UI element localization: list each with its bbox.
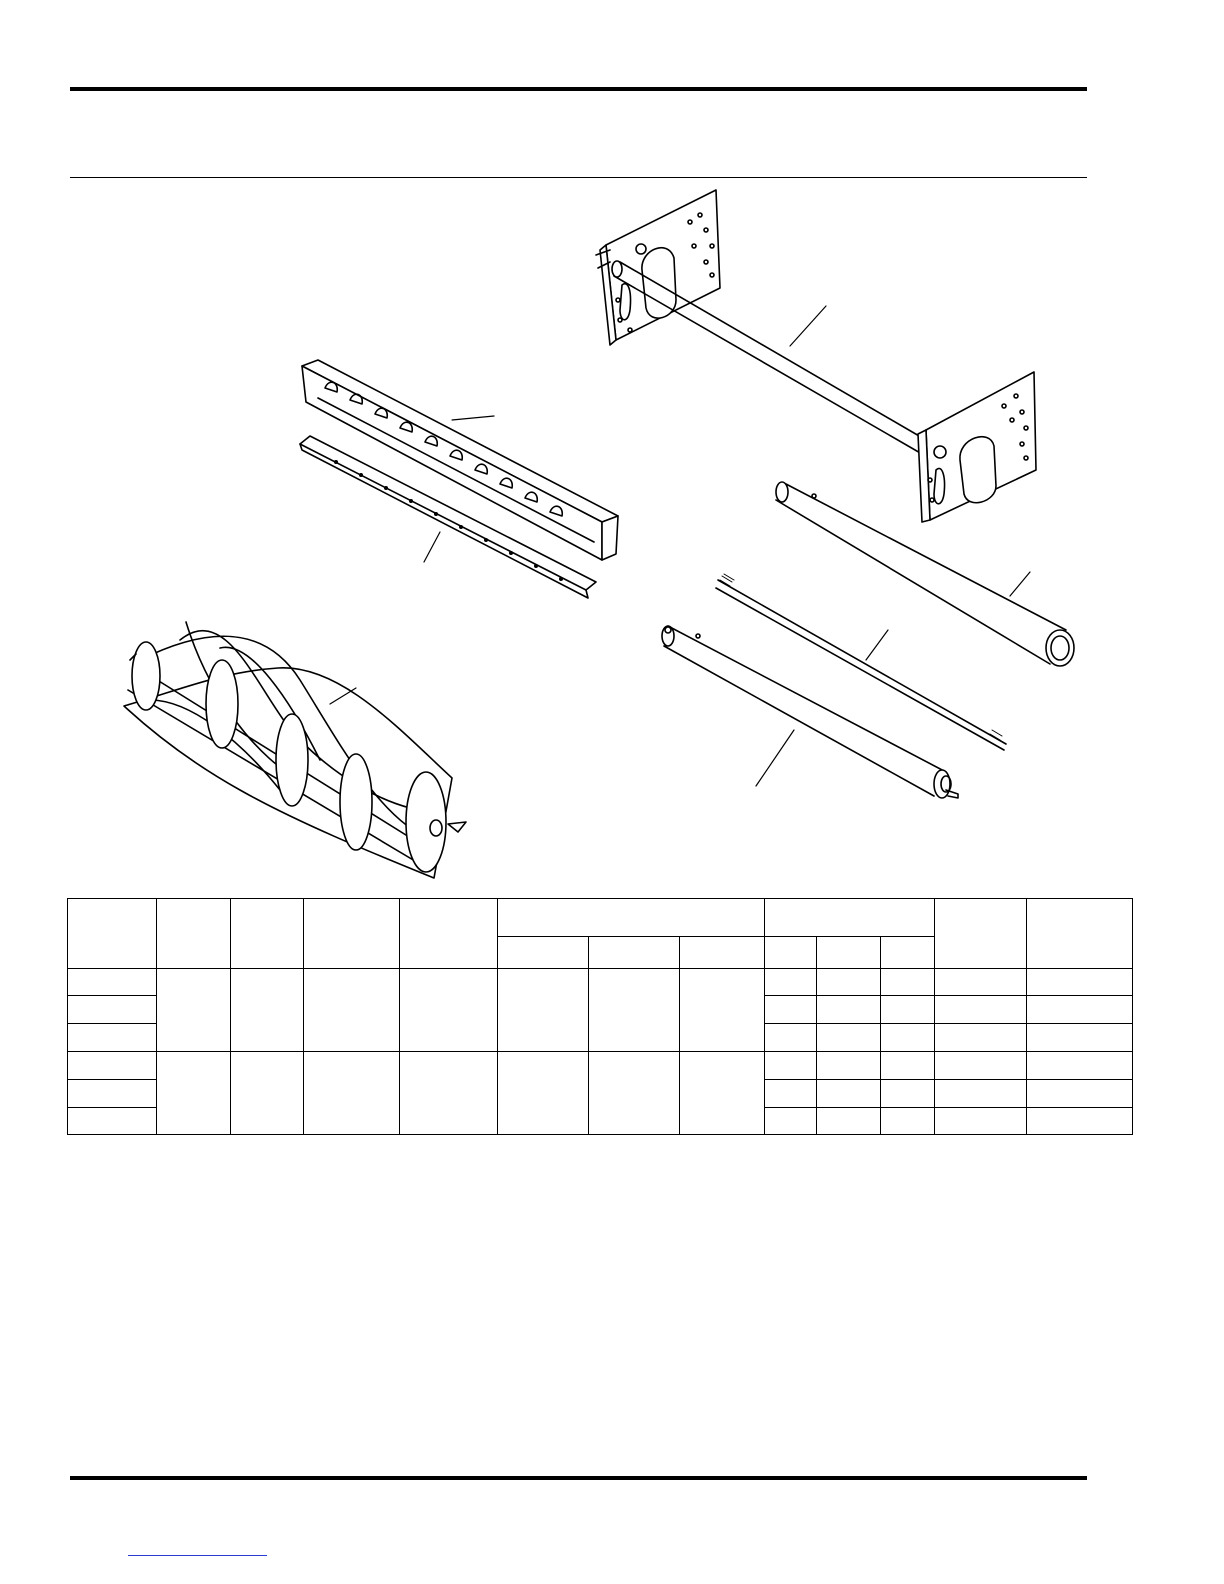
- table-cell: [935, 1108, 1027, 1135]
- table-cell: [498, 969, 589, 1052]
- table-cell: [680, 1052, 765, 1135]
- header-cell: [400, 899, 498, 969]
- table-row: [68, 1052, 1133, 1080]
- table-cell: [589, 969, 680, 1052]
- subheader-cell: [680, 937, 765, 969]
- table-cell: [881, 996, 935, 1024]
- table-cell: [935, 1080, 1027, 1108]
- header-cell: [1027, 899, 1133, 969]
- table-cell: [935, 996, 1027, 1024]
- table-cell: [765, 1024, 817, 1052]
- table-cell: [304, 969, 400, 1052]
- table-cell: [400, 969, 498, 1052]
- subheader-cell: [765, 937, 817, 969]
- table-cell: [1027, 1052, 1133, 1080]
- table-cell: [765, 1052, 817, 1080]
- header-cell: [231, 899, 304, 969]
- table-cell: [68, 1024, 157, 1052]
- table-cell: [1027, 1108, 1133, 1135]
- header-cell: [68, 899, 157, 969]
- table-cell: [817, 1108, 881, 1135]
- table-cell: [935, 1052, 1027, 1080]
- subheader-cell: [498, 937, 589, 969]
- table-cell: [498, 1052, 589, 1135]
- table-cell: [765, 969, 817, 996]
- table-cell: [157, 1052, 231, 1135]
- table-cell: [765, 1108, 817, 1135]
- spec-table: [67, 898, 1133, 1135]
- side-plate-frame-assembly: [596, 190, 1036, 522]
- table-cell: [765, 996, 817, 1024]
- table-cell: [231, 1052, 304, 1135]
- table-cell: [935, 969, 1027, 996]
- subheader-cell: [881, 937, 935, 969]
- table-cell: [817, 1024, 881, 1052]
- table-cell: [881, 1052, 935, 1080]
- table-cell: [817, 996, 881, 1024]
- table-cell: [400, 1052, 498, 1135]
- table-cell: [881, 1108, 935, 1135]
- table-cell: [765, 1080, 817, 1108]
- header-cell: [157, 899, 231, 969]
- table-cell: [1027, 1080, 1133, 1108]
- table-cell: [68, 1052, 157, 1080]
- reel: [124, 622, 466, 878]
- table-cell: [157, 969, 231, 1052]
- table-cell: [68, 1108, 157, 1135]
- header-cell: [304, 899, 400, 969]
- subheader-cell: [589, 937, 680, 969]
- table-cell: [935, 1024, 1027, 1052]
- footer-link-underline[interactable]: [128, 1555, 267, 1556]
- table-cell: [1027, 1024, 1133, 1052]
- table-cell: [1027, 969, 1133, 996]
- header-group-cell: [498, 899, 765, 937]
- subheader-cell: [817, 937, 881, 969]
- table-cell: [68, 1080, 157, 1108]
- table-cell: [817, 969, 881, 996]
- table-cell: [231, 969, 304, 1052]
- roller: [662, 626, 958, 798]
- footer-rule-thick: [70, 1476, 1087, 1480]
- header-group-cell: [765, 899, 935, 937]
- table-cell: [68, 969, 157, 996]
- table-cell: [68, 996, 157, 1024]
- table-cell: [1027, 996, 1133, 1024]
- table-cell: [881, 1080, 935, 1108]
- table-cell: [680, 969, 765, 1052]
- table-cell: [304, 1052, 400, 1135]
- roller-shaft: [716, 574, 1006, 750]
- table-row: [68, 969, 1133, 996]
- header-cell: [935, 899, 1027, 969]
- table-cell: [817, 1052, 881, 1080]
- table-cell: [881, 969, 935, 996]
- table-cell: [817, 1080, 881, 1108]
- table-cell: [881, 1024, 935, 1052]
- table-cell: [589, 1052, 680, 1135]
